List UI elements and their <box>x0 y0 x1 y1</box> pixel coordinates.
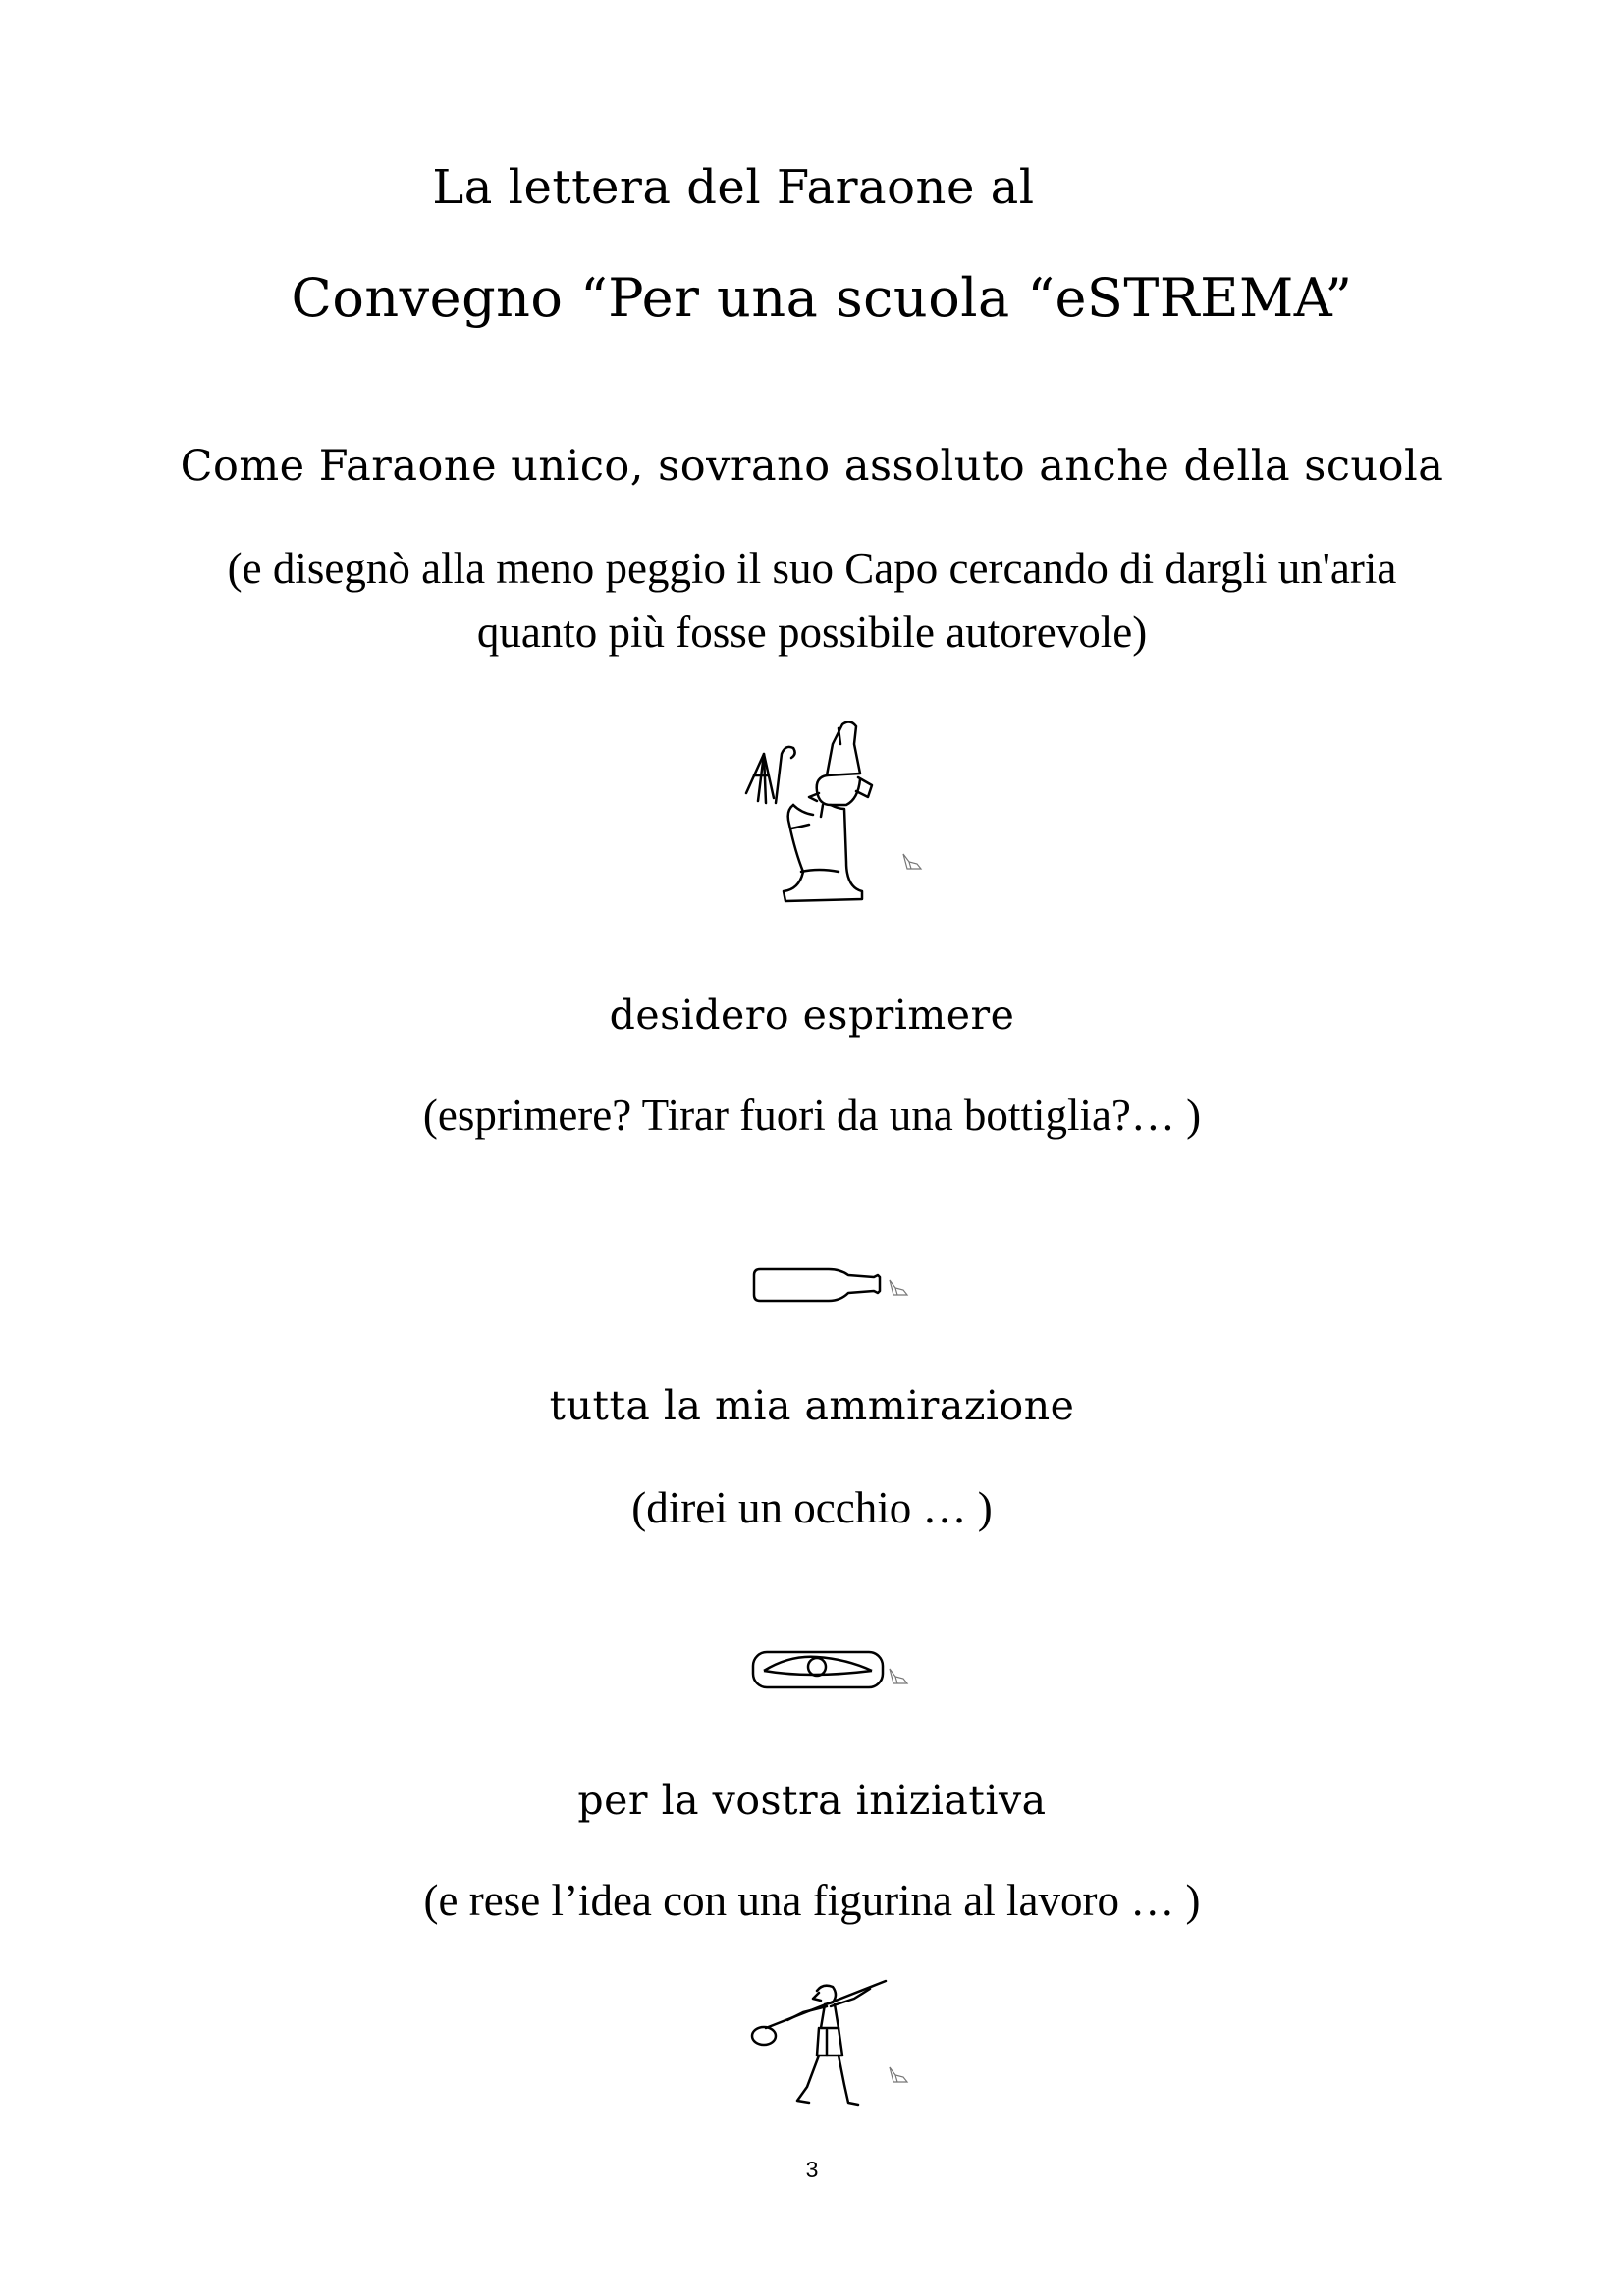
section-2-note-line-1: (esprimere? Tirar fuori da una bottiglia?… ) <box>422 1091 1202 1140</box>
bird-mark-icon <box>901 852 923 872</box>
section-4-note-line-1: (e rese l’idea con una figurina al lavoro … ) <box>423 1876 1201 1925</box>
section-4-text: per la vostra iniziativa <box>577 1777 1047 1824</box>
section-1-text: Come Faraone unico, sovrano assoluto anche della scuola <box>180 442 1444 491</box>
section-2-text: desidero esprimere <box>609 991 1015 1039</box>
bird-mark-icon <box>888 1278 909 1298</box>
eye-icon <box>750 1649 888 1694</box>
title-line-2: Convegno “Per una scuola “eSTREMA” <box>291 267 1353 329</box>
page-number: 3 <box>805 2157 819 2182</box>
bird-mark-icon <box>888 2065 909 2085</box>
section-1-note-line-1: (e disegnò alla meno peggio il suo Capo cercando di dargli un'aria <box>227 544 1397 593</box>
worker-icon <box>748 1977 895 2114</box>
section-3-text: tutta la mia ammirazione <box>549 1382 1075 1429</box>
seated-pharaoh-icon <box>736 715 933 911</box>
bottle-icon <box>750 1265 888 1314</box>
title-line-1: La lettera del Faraone al <box>432 160 1035 215</box>
bird-mark-icon <box>888 1667 909 1686</box>
section-3-note-line-1: (direi un occhio … ) <box>631 1483 993 1532</box>
section-1-note-line-2: quanto più fosse possibile autorevole) <box>476 608 1148 657</box>
